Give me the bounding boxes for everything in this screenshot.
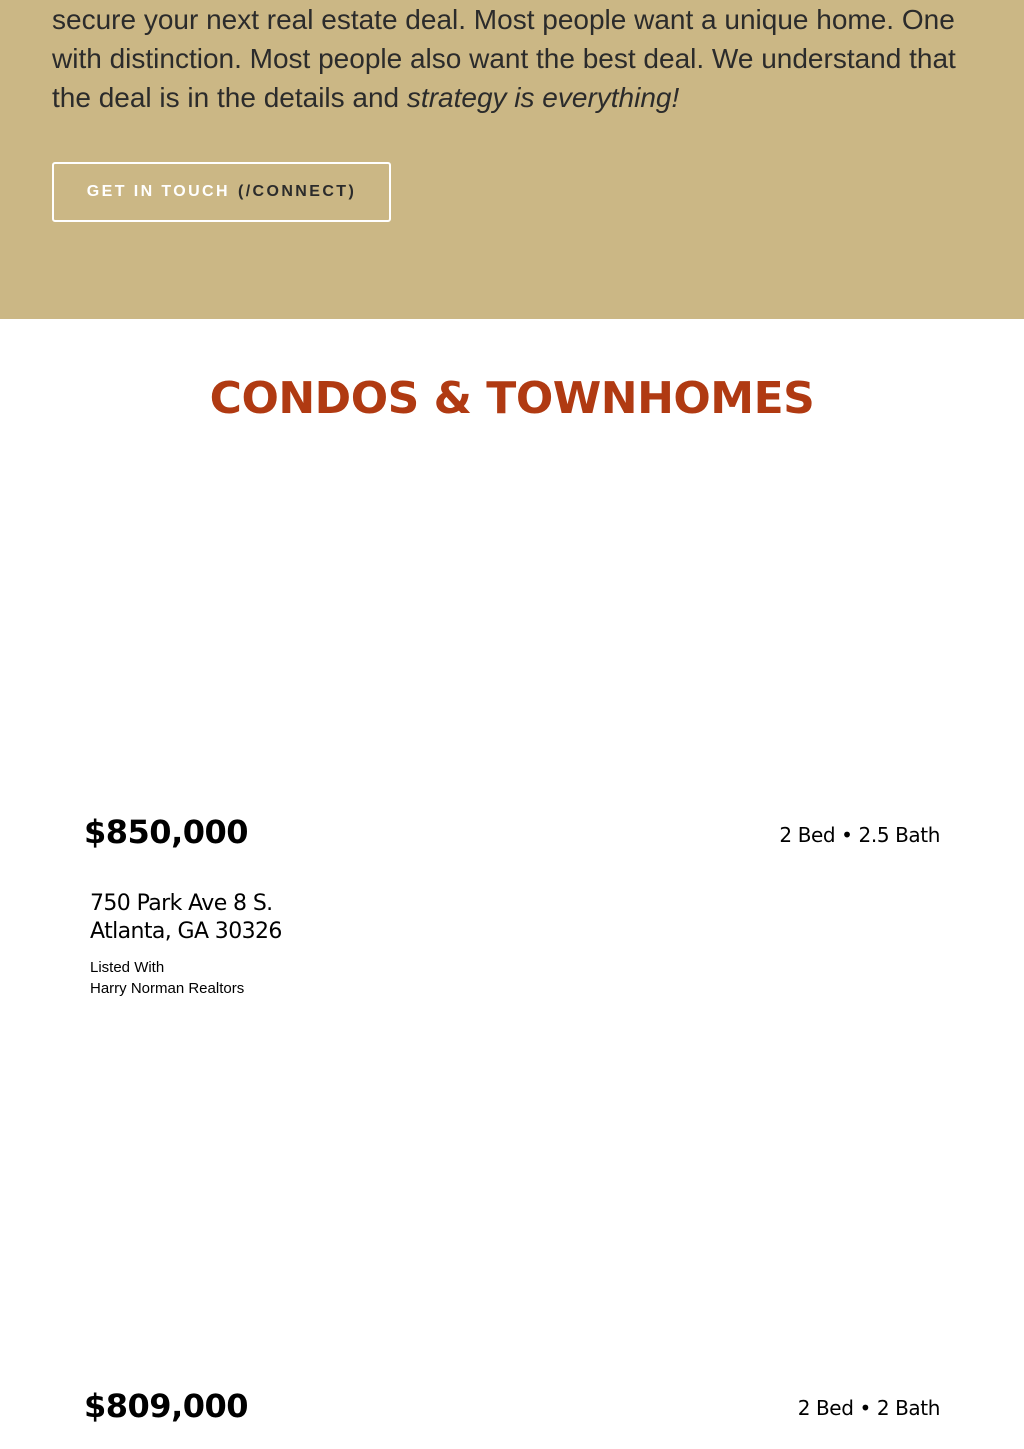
hero-banner [0, 0, 1024, 319]
listing-specs: 2 Bed • 2.5 Bath [779, 823, 940, 847]
cta-label: GET IN TOUCH [86, 183, 230, 200]
broker-name: Harry Norman Realtors [90, 980, 245, 997]
listing-image[interactable] [84, 470, 940, 800]
address-line-1: 750 Park Ave 8 S. [90, 891, 273, 916]
listing-address[interactable] [90, 890, 282, 946]
listing-specs: 2 Bed • 2 Bath [797, 1396, 940, 1420]
listing-broker [90, 957, 244, 999]
section-title: CONDOS & TOWNHOMES [209, 373, 815, 424]
listing-price: $850,000 [84, 813, 249, 851]
hero-text-line: with distinction. Most people also want the best deal. We understand that [52, 43, 956, 74]
listing-image[interactable] [84, 1040, 940, 1370]
hero-text-line: secure your next real estate deal. Most people want a unique home. One [52, 4, 955, 35]
listed-with-label: Listed With [90, 959, 165, 976]
cta-link-text: (/CONNECT) [237, 183, 357, 200]
get-in-touch-button[interactable] [52, 162, 391, 222]
hero-text-line [52, 78, 992, 117]
hero-text-emphasis: strategy is everything! [406, 82, 680, 113]
address-line-2: Atlanta, GA 30326 [90, 919, 282, 944]
hero-intro-text [52, 0, 992, 117]
listing-price: $809,000 [84, 1387, 249, 1425]
hero-text-plain: the deal is in the details and [52, 82, 407, 113]
